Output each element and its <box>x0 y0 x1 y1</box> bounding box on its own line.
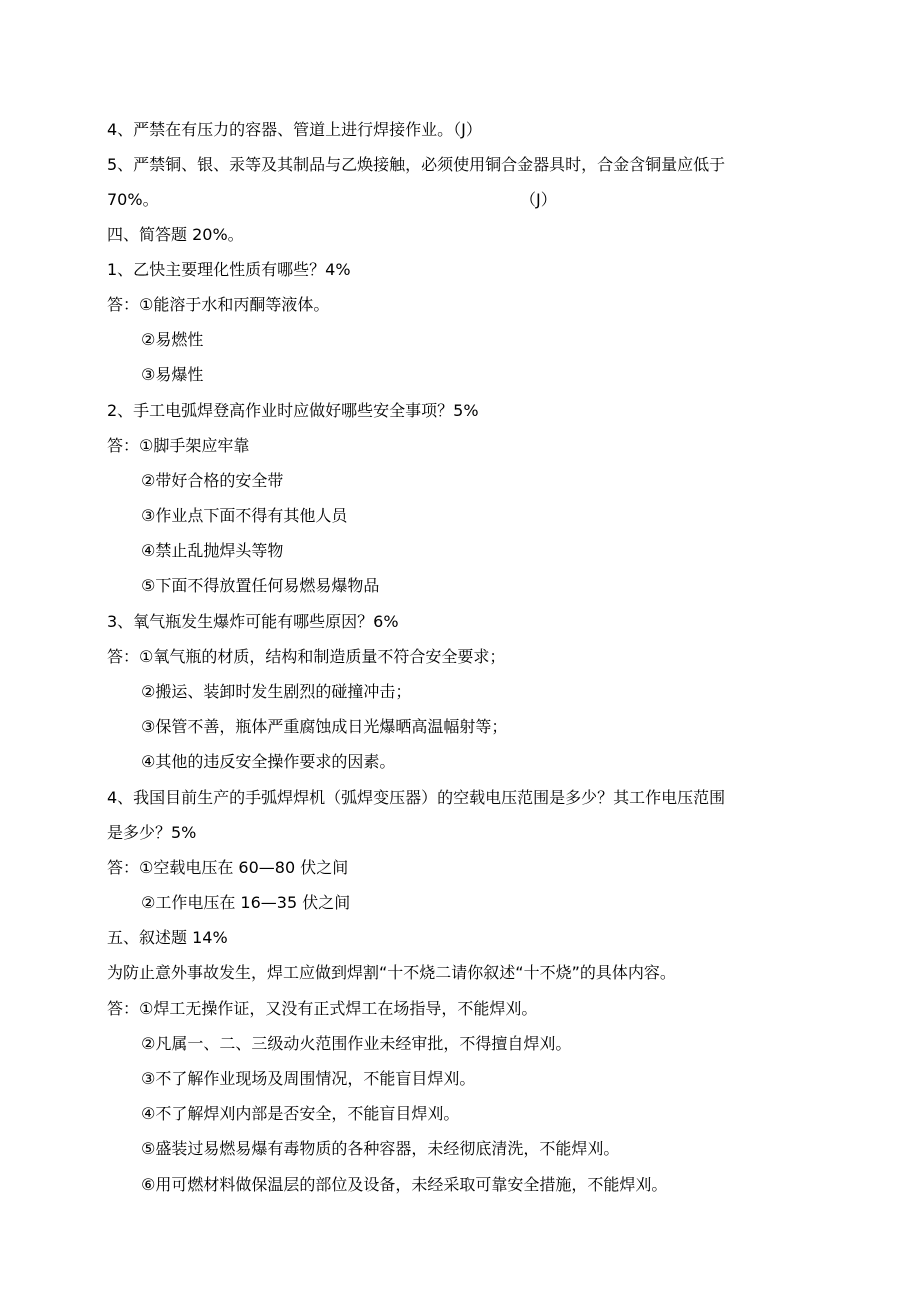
s5-answer-6: ⑥用可燃材料做保温层的部位及设备，未经采取可靠安全措施，不能焊刈。 <box>141 1175 668 1194</box>
section5-title: 五、叙述题 14% <box>107 928 228 947</box>
q1-question: 1、乙快主要理化性质有哪些？4% <box>107 260 351 279</box>
judgement-item-5-text: 70%。 <box>107 190 159 209</box>
q4-answer-2: ②工作电压在 16—35 伏之间 <box>141 893 351 912</box>
q1-answer-3: ③易爆性 <box>141 365 204 384</box>
q3-answer-2: ②搬运、装卸时发生剧烈的碰撞冲击； <box>141 682 412 701</box>
judgement-item-4: 4、严禁在有压力的容器、管道上进行焊接作业。（J） <box>107 120 482 139</box>
judgement-item-5-line1: 5、严禁铜、银、汞等及其制品与乙焕接触，必须使用铜合金器具时，合金含铜量应低于 <box>107 155 726 174</box>
q4-question-line2: 是多少？5% <box>107 823 197 842</box>
s5-answer-4: ④不了解焊刈内部是否安全，不能盲目焊刈。 <box>141 1104 460 1123</box>
judgement-item-5-line2 <box>107 185 807 215</box>
q2-answer-4: ④禁止乱抛焊头等物 <box>141 541 284 560</box>
judgement-item-5-mark: （J） <box>520 190 557 209</box>
section4-title: 四、简答题 20%。 <box>107 225 244 244</box>
q2-answer-3: ③作业点下面不得有其他人员 <box>141 506 348 525</box>
q2-answer-5: ⑤下面不得放置任何易燃易爆物品 <box>141 576 380 595</box>
q4-question-line1: 4、我国目前生产的手弧焊焊机（弧焊变压器）的空载电压范围是多少？其工作电压范围 <box>107 788 726 807</box>
q2-question: 2、手工电弧焊登高作业时应做好哪些安全事项？5% <box>107 401 479 420</box>
q3-question: 3、氧气瓶发生爆炸可能有哪些原因？6% <box>107 612 399 631</box>
q3-answer-4: ④其他的违反安全操作要求的因素。 <box>141 752 396 771</box>
q1-answer-2: ②易燃性 <box>141 330 204 349</box>
section5-prompt: 为防止意外事故发生，焊工应做到焊割“十不烧二请你叙述“十不烧”的具体内容。 <box>107 963 676 982</box>
s5-answer-2: ②凡属一、二、三级动火范围作业未经审批，不得擅自焊刈。 <box>141 1034 572 1053</box>
q3-answer-3: ③保管不善，瓶体严重腐蚀成日光爆晒高温幅射等； <box>141 717 508 736</box>
q3-answer-1: 答：①氧气瓶的材质，结构和制造质量不符合安全要求； <box>107 647 506 666</box>
s5-answer-1: 答：①焊工无操作证，又没有正式焊工在场指导，不能焊刈。 <box>107 999 538 1018</box>
q1-answer-1: 答：①能溶于水和丙酮等液体。 <box>107 295 330 314</box>
q2-answer-1: 答：①脚手架应牢靠 <box>107 436 250 455</box>
s5-answer-5: ⑤盛装过易燃易爆有毒物质的各种容器，未经彻底清洗，不能焊刈。 <box>141 1139 620 1158</box>
q2-answer-2: ②带好合格的安全带 <box>141 471 284 490</box>
q4-answer-1: 答：①空载电压在 60—80 伏之间 <box>107 858 349 877</box>
s5-answer-3: ③不了解作业现场及周围情况，不能盲目焊刈。 <box>141 1069 476 1088</box>
